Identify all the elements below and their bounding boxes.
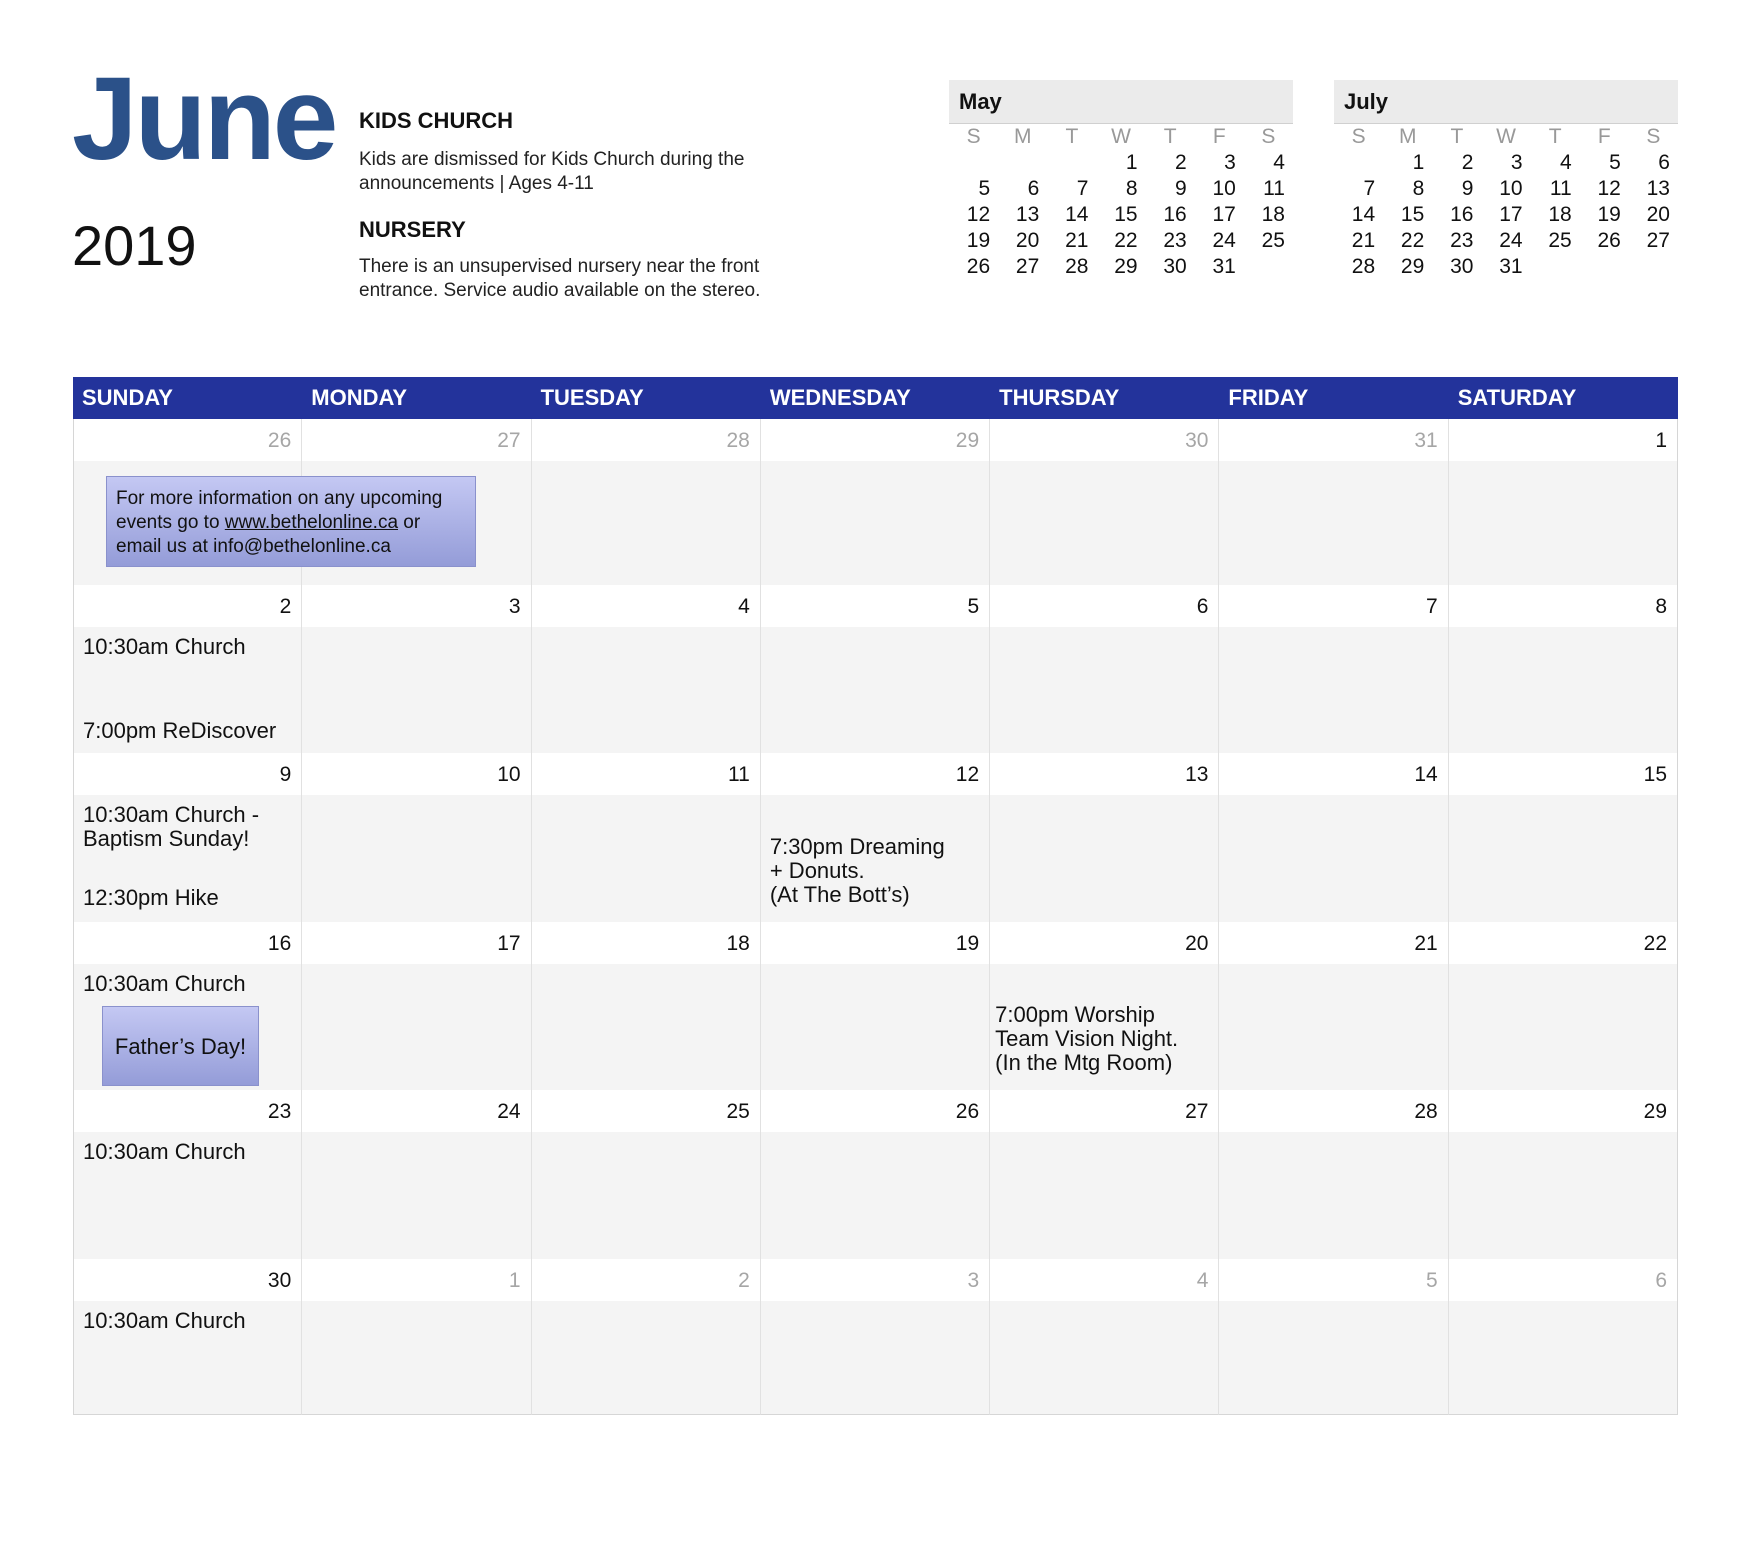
day-cell[interactable]	[532, 922, 761, 1090]
event-hike[interactable]: 12:30pm Hike	[83, 885, 219, 910]
day-number: 10	[302, 753, 530, 795]
mini-calendar-may	[949, 80, 1293, 280]
calendar-weeks	[73, 419, 1678, 1415]
day-cell[interactable]	[1449, 753, 1678, 922]
mini-calendar-grid-may	[949, 124, 1293, 280]
day-number: 26	[74, 419, 301, 461]
day-cell[interactable]	[761, 1259, 990, 1415]
mini-day: 17	[1212, 203, 1236, 226]
mini-day: 11	[1263, 177, 1285, 200]
mini-day: 31	[1212, 255, 1236, 278]
mini-day: 13	[1015, 203, 1040, 226]
day-number: 21	[1219, 922, 1447, 964]
day-cell[interactable]	[302, 922, 531, 1090]
day-events-area	[532, 964, 760, 1090]
day-cell[interactable]	[1449, 585, 1678, 753]
day-events-area	[74, 627, 301, 753]
mini-day: 5	[978, 177, 991, 200]
mini-day: 25	[1548, 229, 1572, 252]
day-cell[interactable]	[990, 753, 1219, 922]
day-number: 29	[1449, 1090, 1677, 1132]
event-dreaming-donuts[interactable]: (At The Bott’s)	[769, 882, 910, 907]
day-events-area	[761, 1301, 989, 1414]
nursery-section	[359, 217, 779, 243]
kids-church-text: Kids are dismissed for Kids Church during the announcements | Ages 4-11	[359, 149, 745, 194]
day-number: 13	[990, 753, 1218, 795]
calendar-week-row	[73, 1090, 1678, 1259]
day-number: 4	[532, 585, 760, 627]
day-events-area	[761, 795, 989, 922]
kids-church-body	[359, 148, 779, 196]
nursery-title: NURSERY	[359, 217, 466, 242]
day-events-area	[532, 461, 760, 585]
day-cell[interactable]	[1219, 753, 1448, 922]
weekday-label: THURSDAY	[999, 385, 1120, 410]
event-worship-vision-night[interactable]: (In the Mtg Room)	[995, 1050, 1173, 1075]
mini-dow-label: S	[1351, 125, 1366, 148]
day-cell[interactable]	[532, 419, 761, 585]
mini-day: 28	[1065, 255, 1089, 278]
day-cell[interactable]	[761, 1090, 990, 1259]
mini-day: 10	[1499, 177, 1523, 200]
nursery-body	[359, 255, 779, 303]
mini-day: 18	[1548, 203, 1572, 226]
weekday-label: FRIDAY	[1228, 385, 1309, 410]
mini-day: 7	[1076, 177, 1089, 200]
mini-calendar-grid-july	[1334, 124, 1678, 280]
day-events-area	[1449, 1301, 1677, 1414]
mini-day: 5	[1609, 151, 1621, 174]
day-events-area	[761, 964, 989, 1090]
day-cell[interactable]	[73, 419, 443, 585]
calendar-week-row	[73, 753, 1678, 922]
day-events-area	[990, 627, 1218, 753]
day-cell[interactable]	[302, 585, 531, 753]
mini-day: 29	[1400, 255, 1425, 278]
day-cell[interactable]	[1219, 1090, 1448, 1259]
day-events-area	[1449, 1132, 1677, 1259]
day-events-area	[302, 795, 530, 922]
mini-day: 20	[1015, 229, 1040, 252]
day-number: 4	[990, 1259, 1218, 1301]
day-cell[interactable]	[1449, 1090, 1678, 1259]
day-number: 12	[761, 753, 989, 795]
day-number: 28	[1219, 1090, 1447, 1132]
day-number: 1	[1449, 419, 1677, 461]
day-cell[interactable]	[73, 753, 302, 922]
mini-day: 23	[1450, 229, 1474, 252]
day-cell[interactable]	[1219, 922, 1448, 1090]
day-number: 9	[74, 753, 301, 795]
day-cell[interactable]	[302, 1090, 531, 1259]
mini-day: 6	[1658, 151, 1670, 174]
day-events-area	[990, 1132, 1218, 1259]
day-events-area	[1219, 795, 1447, 922]
event-church[interactable]: 10:30am Church	[83, 634, 246, 659]
day-events-area	[990, 461, 1218, 585]
kids-church-section	[359, 108, 779, 134]
day-events-area	[1219, 1132, 1447, 1259]
day-events-area	[1219, 964, 1447, 1090]
day-cell[interactable]	[761, 585, 990, 753]
weekday-header	[73, 377, 1678, 419]
mini-dow-label: M	[1398, 125, 1417, 148]
day-number: 20	[990, 922, 1218, 964]
weekday-label: WEDNESDAY	[769, 385, 911, 410]
mini-day: 27	[1015, 255, 1040, 278]
day-cell[interactable]	[73, 922, 302, 1090]
mini-day: 25	[1261, 229, 1285, 252]
mini-day: 12	[966, 203, 991, 226]
mini-day-empty	[949, 150, 998, 176]
day-events-area	[1219, 1301, 1447, 1414]
info-note-line	[116, 511, 466, 535]
mini-day: 12	[1597, 177, 1621, 200]
day-events-area	[990, 1301, 1218, 1414]
mini-day: 15	[1400, 203, 1425, 226]
info-note-line: email us at info@bethelonline.ca	[116, 536, 391, 557]
mini-day: 8	[1125, 177, 1138, 200]
day-cell[interactable]	[1449, 922, 1678, 1090]
mini-day: 19	[966, 229, 991, 252]
mini-day: 10	[1212, 177, 1236, 200]
day-number: 22	[1449, 922, 1677, 964]
day-cell[interactable]	[990, 922, 1219, 1090]
day-cell[interactable]	[990, 585, 1219, 753]
day-cell[interactable]	[761, 753, 990, 922]
day-events-area	[302, 964, 530, 1090]
day-events-area	[302, 1301, 530, 1414]
month-title: June	[72, 53, 336, 185]
day-cell[interactable]	[1219, 585, 1448, 753]
mini-day: 13	[1646, 177, 1670, 200]
day-events-area	[302, 627, 530, 753]
mini-day: 2	[1175, 151, 1187, 174]
mini-day: 11	[1549, 177, 1572, 200]
day-number: 30	[990, 419, 1218, 461]
mini-dow-label: T	[1163, 125, 1177, 148]
kids-church-title: KIDS CHURCH	[359, 108, 513, 133]
mini-calendar-july	[1334, 80, 1678, 280]
fathers-day-note[interactable]: Father’s Day!	[102, 1006, 259, 1086]
day-number: 6	[990, 585, 1218, 627]
mini-dow-label: F	[1597, 125, 1611, 148]
day-number: 28	[532, 419, 760, 461]
day-cell[interactable]	[73, 1090, 302, 1259]
day-number: 23	[74, 1090, 301, 1132]
mini-day: 8	[1412, 177, 1425, 200]
mini-day: 22	[1114, 229, 1138, 252]
event-rediscover[interactable]: 7:00pm ReDiscover	[83, 718, 277, 743]
event-dreaming-donuts[interactable]: 7:30pm Dreaming	[769, 834, 945, 859]
mini-day: 6	[1027, 177, 1040, 200]
day-number: 11	[532, 753, 760, 795]
calendar-week-row	[73, 585, 1678, 753]
day-number: 16	[74, 922, 301, 964]
event-church-baptism[interactable]: Baptism Sunday!	[83, 826, 250, 851]
mini-day: 3	[1510, 151, 1523, 174]
day-number: 5	[1219, 1259, 1447, 1301]
day-events-area	[761, 627, 989, 753]
day-events-area	[74, 795, 301, 922]
day-cell[interactable]	[73, 1259, 302, 1415]
day-number: 14	[1219, 753, 1447, 795]
mini-day: 20	[1646, 203, 1670, 226]
calendar-week-row	[73, 1259, 1678, 1415]
day-number: 3	[302, 585, 530, 627]
mini-day: 26	[966, 255, 991, 278]
mini-day: 24	[1499, 229, 1523, 252]
info-note-text: events go to	[116, 512, 225, 533]
mini-day: 28	[1351, 255, 1376, 278]
mini-day: 15	[1114, 203, 1138, 226]
day-number: 19	[761, 922, 989, 964]
weekday-label: TUESDAY	[540, 385, 644, 410]
mini-day: 4	[1560, 151, 1572, 174]
day-events-area	[761, 1132, 989, 1259]
day-cell[interactable]	[1219, 419, 1448, 585]
day-events-area	[74, 1132, 301, 1259]
day-cell[interactable]	[990, 1090, 1219, 1259]
day-events-area	[990, 795, 1218, 922]
nursery-text: There is an unsupervised nursery near the front entrance. Service audio available on the stereo.	[359, 256, 761, 301]
day-cell[interactable]	[761, 419, 990, 585]
day-number: 3	[761, 1259, 989, 1301]
mini-dow-label: M	[1013, 125, 1032, 148]
day-number: 29	[761, 419, 989, 461]
mini-day: 24	[1212, 229, 1236, 252]
day-events-area	[532, 795, 760, 922]
mini-day: 30	[1163, 255, 1187, 278]
mini-day: 23	[1163, 229, 1187, 252]
day-number: 2	[532, 1259, 760, 1301]
day-number: 5	[761, 585, 989, 627]
day-number: 24	[302, 1090, 530, 1132]
mini-dow-label: W	[1111, 125, 1131, 148]
mini-dow-label: S	[1261, 125, 1276, 148]
mini-day: 26	[1597, 229, 1621, 252]
calendar-week-row	[73, 922, 1678, 1090]
month-calendar	[73, 377, 1678, 1415]
mini-day: 21	[1065, 229, 1089, 252]
day-number: 31	[1219, 419, 1447, 461]
mini-day: 27	[1646, 229, 1670, 252]
mini-day: 30	[1450, 255, 1474, 278]
mini-dow-label: S	[966, 125, 981, 148]
mini-day: 1	[1412, 151, 1425, 174]
day-events-area	[1449, 795, 1677, 922]
mini-dow-label: F	[1212, 125, 1226, 148]
day-cell[interactable]	[1219, 1259, 1448, 1415]
day-events-area	[990, 964, 1218, 1090]
mini-day: 22	[1400, 229, 1425, 252]
day-events-area	[74, 1301, 301, 1414]
calendar-week-row	[73, 419, 1678, 585]
mini-day: 14	[1351, 203, 1376, 226]
day-cell[interactable]	[761, 922, 990, 1090]
day-events-area	[1449, 461, 1677, 585]
mini-calendar-title: July	[1334, 80, 1678, 124]
mini-day: 2	[1461, 151, 1474, 174]
day-cell[interactable]	[302, 1259, 531, 1415]
mini-day: 29	[1114, 255, 1138, 278]
year-title: 2019	[72, 214, 197, 277]
event-worship-vision-night[interactable]: 7:00pm Worship	[995, 1002, 1155, 1027]
mini-day: 21	[1351, 229, 1376, 252]
day-events-area	[1219, 627, 1447, 753]
day-cell[interactable]	[990, 419, 1219, 585]
day-events-area	[532, 627, 760, 753]
day-cell[interactable]	[532, 753, 761, 922]
mini-day-empty	[1334, 150, 1383, 176]
day-events-area	[74, 964, 301, 1090]
day-number: 26	[761, 1090, 989, 1132]
mini-calendar-title: May	[949, 80, 1293, 124]
mini-day: 1	[1125, 151, 1138, 174]
mini-dow-label: S	[1646, 125, 1661, 148]
mini-day: 3	[1224, 151, 1236, 174]
event-worship-vision-night[interactable]: Team Vision Night.	[995, 1026, 1179, 1051]
website-link[interactable]: www.bethelonline.ca	[224, 512, 399, 533]
day-cell[interactable]	[532, 1259, 761, 1415]
mini-day-empty	[998, 150, 1047, 176]
day-events-area	[1219, 461, 1447, 585]
mini-day: 18	[1261, 203, 1285, 226]
info-note-text: or	[398, 512, 421, 533]
event-church-baptism[interactable]: 10:30am Church -	[83, 802, 260, 827]
weekday-label: MONDAY	[311, 385, 408, 410]
event-church[interactable]: 10:30am Church	[83, 971, 246, 996]
day-number: 25	[532, 1090, 760, 1132]
mini-dow-label: W	[1496, 125, 1516, 148]
day-number: 1	[302, 1259, 530, 1301]
day-number: 18	[532, 922, 760, 964]
day-number: 15	[1449, 753, 1677, 795]
mini-day: 9	[1175, 177, 1187, 200]
day-number: 27	[302, 419, 530, 461]
day-events-area	[532, 1132, 760, 1259]
info-note	[106, 476, 476, 567]
mini-dow-label: T	[1065, 125, 1079, 148]
mini-dow-label: T	[1548, 125, 1562, 148]
day-cell[interactable]	[532, 585, 761, 753]
mini-day: 4	[1273, 151, 1285, 174]
day-number: 2	[74, 585, 301, 627]
day-cell[interactable]	[1449, 1259, 1678, 1415]
day-events-area	[532, 1301, 760, 1414]
info-note-line: For more information on any upcoming	[116, 488, 443, 509]
day-number: 27	[990, 1090, 1218, 1132]
weekday-label: SATURDAY	[1457, 385, 1577, 410]
day-events-area	[1449, 627, 1677, 753]
mini-day: 31	[1499, 255, 1523, 278]
day-cell[interactable]	[73, 585, 302, 753]
mini-day: 19	[1597, 203, 1621, 226]
day-cell[interactable]	[302, 753, 531, 922]
event-church[interactable]: 10:30am Church	[83, 1139, 246, 1164]
day-events-area	[761, 461, 989, 585]
day-cell[interactable]	[532, 1090, 761, 1259]
mini-day: 7	[1363, 177, 1376, 200]
event-church[interactable]: 10:30am Church	[83, 1308, 246, 1333]
day-number: 8	[1449, 585, 1677, 627]
mini-day-empty	[1047, 150, 1096, 176]
day-number: 30	[74, 1259, 301, 1301]
mini-day: 14	[1065, 203, 1089, 226]
mini-day: 17	[1499, 203, 1523, 226]
day-cell[interactable]	[1449, 419, 1678, 585]
day-events-area	[1449, 964, 1677, 1090]
mini-day: 9	[1461, 177, 1474, 200]
event-dreaming-donuts[interactable]: + Donuts.	[769, 858, 865, 883]
weekday-label: SUNDAY	[82, 385, 173, 410]
day-cell[interactable]	[990, 1259, 1219, 1415]
mini-day: 16	[1163, 203, 1187, 226]
day-number: 6	[1449, 1259, 1677, 1301]
mini-day: 16	[1450, 203, 1474, 226]
day-events-area	[302, 1132, 530, 1259]
day-events-area	[74, 461, 443, 585]
day-number: 7	[1219, 585, 1447, 627]
day-number: 17	[302, 922, 530, 964]
mini-dow-label: T	[1450, 125, 1464, 148]
